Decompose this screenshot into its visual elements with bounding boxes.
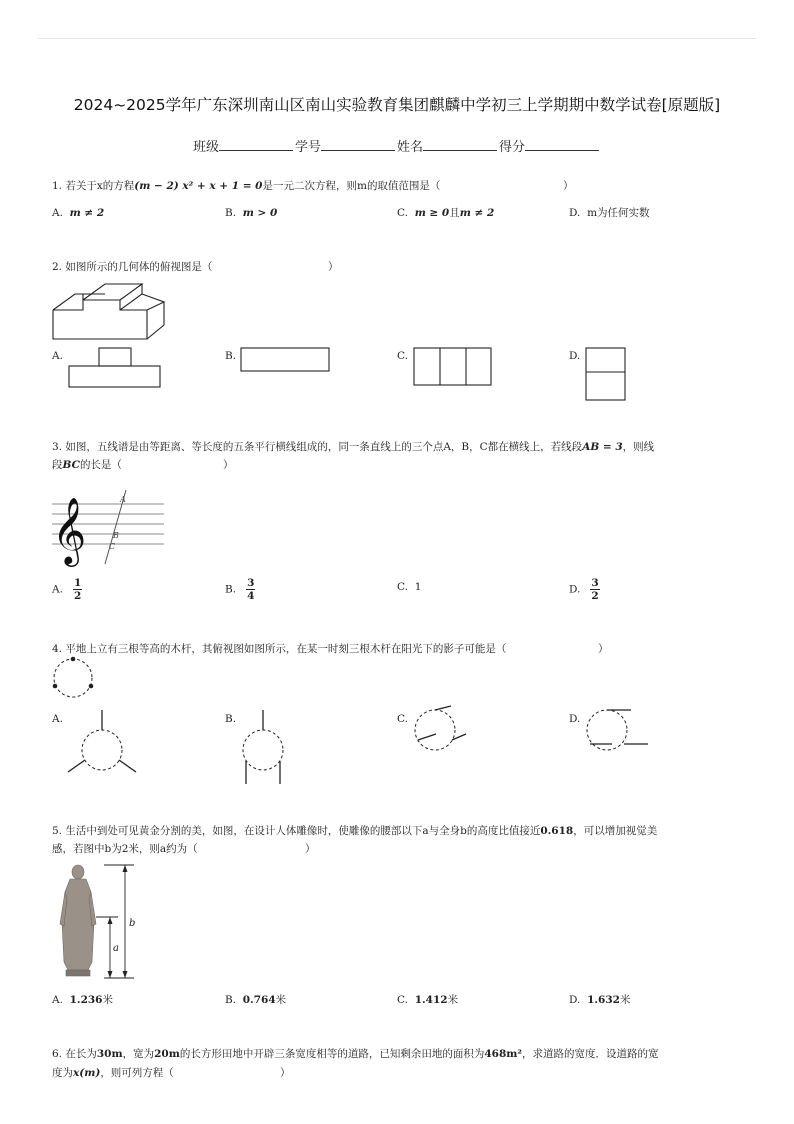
q2-option-c-label[interactable]: C. bbox=[397, 350, 408, 362]
q3-stem-line1: 3. 如图，五线谱是由等距离、等长度的五条平行横线组成的，同一条直线上的三个点A，B，C都在横线上，若线段AB = 3，则线 bbox=[52, 441, 655, 453]
q4-option-d-label[interactable]: D. bbox=[569, 713, 581, 725]
q4-stem: 4. 平地上立有三根等高的木杆，其俯视图如图所示，在某一时刻三根木杆在阳光下的影子可能是（ bbox=[52, 643, 507, 655]
statue-icon bbox=[60, 865, 96, 976]
q4-option-d-figure[interactable] bbox=[582, 704, 652, 756]
q3-stem-line2: 段BC的长是（ bbox=[52, 459, 122, 471]
q3-option-b[interactable]: B. $\frac{3}{4}$ bbox=[225, 577, 255, 602]
q1-option-d[interactable]: D. m为任何实数 bbox=[569, 207, 650, 219]
q4-option-a-figure[interactable] bbox=[64, 706, 140, 776]
student-info-line bbox=[0, 136, 794, 155]
q1-stem: 1. 若关于x的方程(m − 2) x² + x + 1 = 0是一元二次方程，则m的取值范围是（ bbox=[52, 180, 441, 192]
id-blank[interactable] bbox=[321, 138, 395, 151]
q5-statue-figure bbox=[52, 862, 142, 982]
q1-option-c[interactable]: C. m ≥ 0且m ≠ 2 bbox=[397, 207, 495, 219]
header-divider bbox=[38, 38, 756, 39]
q5-label-a: a bbox=[113, 943, 119, 954]
q5-stem-line2: 感，若图中b为2米，则a约为（ bbox=[52, 843, 198, 855]
q2-option-d-label[interactable]: D. bbox=[569, 350, 581, 362]
q2-option-d-figure[interactable] bbox=[584, 346, 628, 402]
score-label: 得分 bbox=[499, 140, 526, 155]
q2-option-c-figure[interactable] bbox=[412, 346, 494, 388]
q6-stem-line2: 度为x(m)，则可列方程（ bbox=[52, 1067, 174, 1079]
class-label: 班级 bbox=[192, 140, 219, 155]
treble-clef-icon: 𝄞 bbox=[52, 496, 87, 564]
q1-option-b[interactable]: B. m > 0 bbox=[225, 207, 278, 219]
q5-option-d[interactable]: D. 1.632米 bbox=[569, 994, 631, 1006]
q3-staff-figure bbox=[50, 488, 168, 576]
q5-option-a[interactable]: A. 1.236米 bbox=[52, 994, 113, 1006]
name-blank[interactable] bbox=[423, 138, 497, 151]
q3-label-b: B bbox=[113, 531, 119, 540]
q2-option-a-label[interactable]: A. bbox=[52, 350, 63, 362]
q3-option-c[interactable]: C. 1 bbox=[397, 581, 422, 593]
q2-option-b-label[interactable]: B. bbox=[225, 350, 237, 362]
q2-stem: 2. 如图所示的几何体的俯视图是（ bbox=[52, 261, 213, 273]
q4-option-c-figure[interactable] bbox=[410, 704, 472, 756]
q1-option-a[interactable]: A. m ≠ 2 bbox=[52, 207, 105, 219]
name-label: 姓名 bbox=[397, 140, 424, 155]
q4-option-b-figure[interactable] bbox=[238, 706, 290, 788]
q2-option-a-figure[interactable] bbox=[68, 346, 162, 390]
q3-option-d[interactable]: D. $\frac{3}{2}$ bbox=[569, 577, 599, 602]
q4-stem-close: ） bbox=[598, 643, 609, 655]
q3-stem-close: ） bbox=[223, 459, 234, 471]
q5-option-b[interactable]: B. 0.764米 bbox=[225, 994, 287, 1006]
q1-stem-close: ） bbox=[563, 180, 574, 192]
q4-option-a-label[interactable]: A. bbox=[52, 713, 63, 725]
score-blank[interactable] bbox=[525, 138, 599, 151]
q4-option-c-label[interactable]: C. bbox=[397, 713, 408, 725]
q4-option-b-label[interactable]: B. bbox=[225, 713, 237, 725]
q5-stem-line1: 5. 生活中到处可见黄金分割的美，如图，在设计人体雕像时，使雕像的腰部以下a与全身b的高度比值接近0.618，可以增加视觉美 bbox=[52, 825, 658, 837]
q6-stem-close: ） bbox=[280, 1067, 291, 1079]
q2-solid-figure bbox=[50, 280, 170, 342]
page-title: 2024~2025学年广东深圳南山区南山实验教育集团麒麟中学初三上学期期中数学试卷[原题版] bbox=[73, 96, 721, 114]
q6-stem-line1: 6. 在长为30m，宽为20m的长方形田地中开辟三条宽度相等的道路，已知剩余田地的面积为468m²，求道路的宽度．设道路的宽 bbox=[52, 1048, 659, 1060]
q3-option-a[interactable]: A. $\frac{1}{2}$ bbox=[52, 577, 82, 602]
q3-label-c: C bbox=[109, 542, 116, 551]
q4-topview-figure bbox=[50, 656, 100, 700]
q5-option-c[interactable]: C. 1.412米 bbox=[397, 994, 459, 1006]
q5-label-b: b bbox=[129, 918, 136, 929]
q3-label-a: A bbox=[120, 495, 126, 504]
q2-option-b-figure[interactable] bbox=[240, 346, 332, 374]
q2-stem-close: ） bbox=[328, 261, 339, 273]
class-blank[interactable] bbox=[219, 138, 293, 151]
id-label: 学号 bbox=[294, 140, 321, 155]
q5-stem-close: ） bbox=[305, 843, 316, 855]
